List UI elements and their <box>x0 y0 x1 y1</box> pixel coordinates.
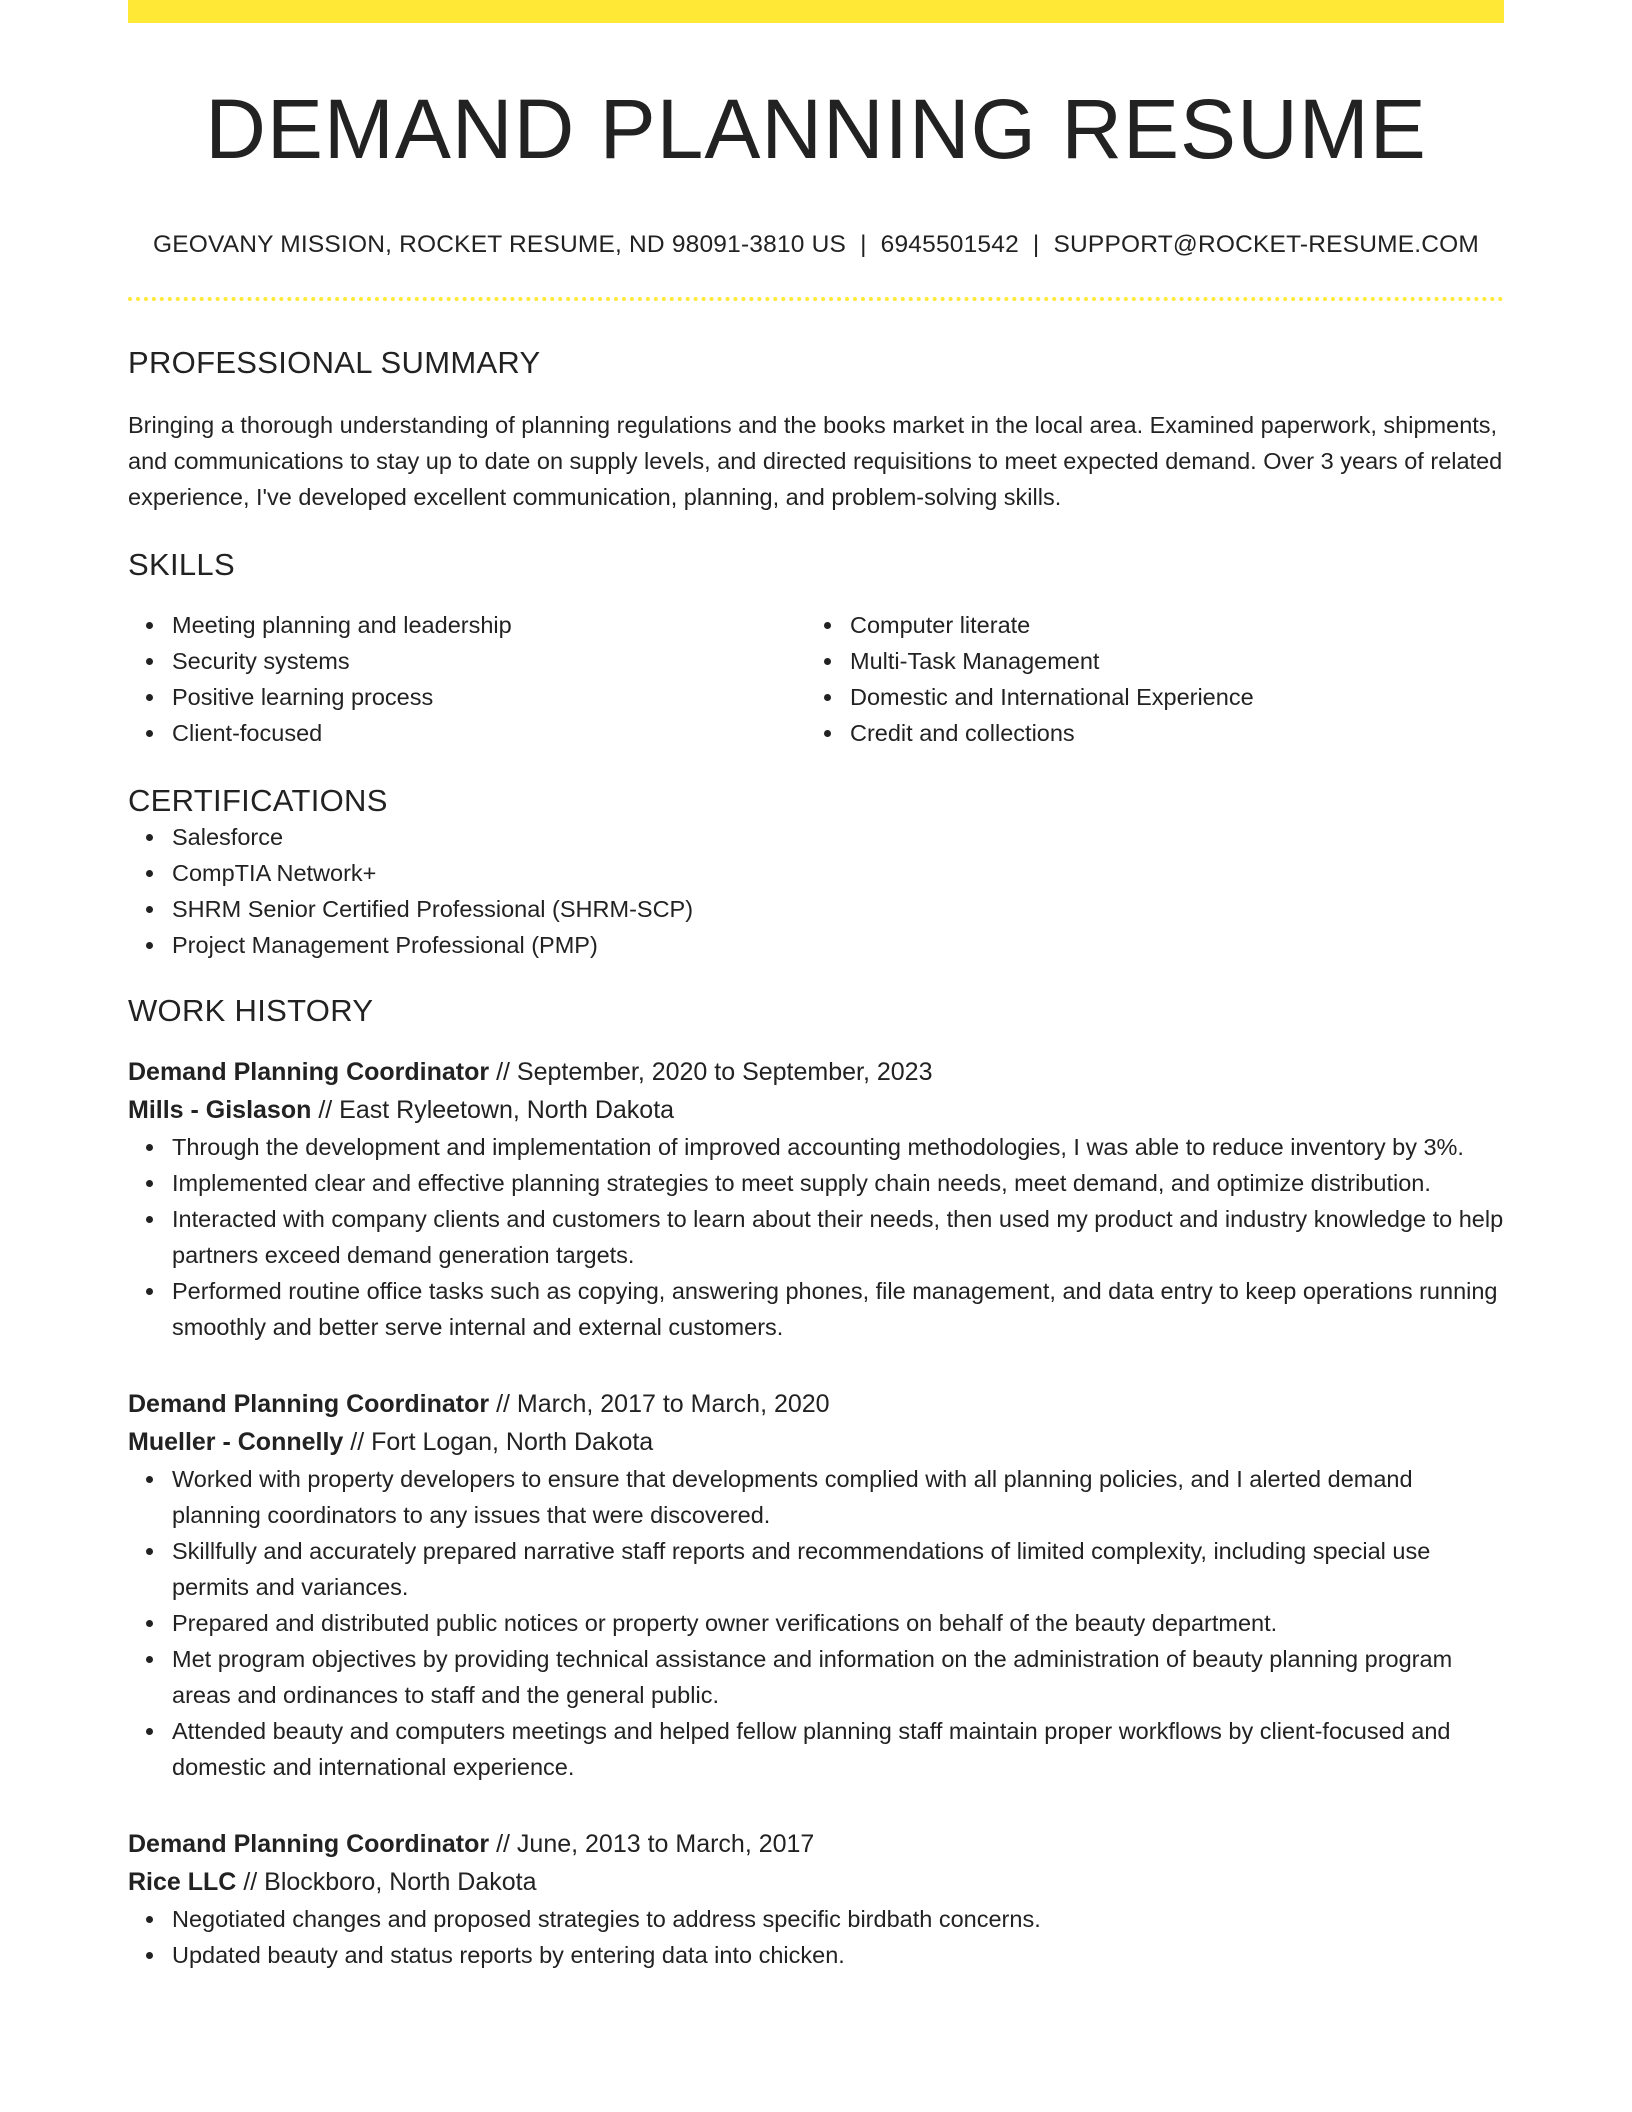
job-title-line <box>128 1053 1504 1091</box>
certification-item: CompTIA Network+ <box>172 855 1504 891</box>
skill-item: Multi-Task Management <box>850 643 1484 679</box>
job-company-line <box>128 1423 1504 1461</box>
job-title-line <box>128 1385 1504 1423</box>
skills-list-left <box>128 607 806 751</box>
job-dates: // March, 2017 to March, 2020 <box>496 1390 830 1419</box>
job-entry <box>128 1385 1504 1785</box>
job-bullet: Prepared and distributed public notices or property owner verifications on behalf of the beauty department. <box>172 1605 1504 1641</box>
skills-column-right <box>806 607 1484 751</box>
job-location: // East Ryleetown, North Dakota <box>318 1096 675 1125</box>
job-bullet: Negotiated changes and proposed strategies to address specific birdbath concerns. <box>172 1901 1504 1937</box>
job-bullet: Worked with property developers to ensure that developments complied with all planning policies, and I alerted demand planning coordinators to any issues that were discovered. <box>172 1461 1504 1533</box>
job-location: // Fort Logan, North Dakota <box>350 1428 654 1457</box>
job-company-line <box>128 1863 1504 1901</box>
job-company: Mueller - Connelly <box>128 1428 344 1457</box>
summary-text: Bringing a thorough understanding of planning regulations and the books market in the local area. Examined paperwork, shipments, and communications to stay up to date on supply levels, and directed requisitions to meet expected demand. Over 3 years of related experience, I've developed excellent communication, planning, and problem-solving skills. <box>128 412 1503 511</box>
job-bullet: Updated beauty and status reports by entering data into chicken. <box>172 1937 1504 1973</box>
certification-item: SHRM Senior Certified Professional (SHRM-SCP) <box>172 891 1504 927</box>
job-company: Rice LLC <box>128 1868 237 1897</box>
job-dates: // June, 2013 to March, 2017 <box>496 1830 815 1859</box>
skills-column-left <box>128 607 806 751</box>
skills-heading: SKILLS <box>128 547 235 583</box>
skills-list-right <box>806 607 1484 751</box>
job-dates: // September, 2020 to September, 2023 <box>496 1058 933 1087</box>
skill-item: Domestic and International Experience <box>850 679 1484 715</box>
skill-item: Client-focused <box>172 715 806 751</box>
skill-item: Computer literate <box>850 607 1484 643</box>
job-bullet-list <box>128 1461 1504 1785</box>
job-bullet: Attended beauty and computers meetings and helped fellow planning staff maintain proper workflows by client-focused and domestic and international experience. <box>172 1713 1504 1785</box>
job-bullet-list <box>128 1129 1504 1345</box>
work-history-heading: WORK HISTORY <box>128 993 374 1029</box>
job-company: Mills - Gislason <box>128 1096 312 1125</box>
contact-separator: | <box>860 231 867 259</box>
resume-page <box>128 0 1504 1973</box>
job-bullet: Met program objectives by providing technical assistance and information on the administration of beauty planning program areas and ordinances to staff and the general public. <box>172 1641 1504 1713</box>
job-bullet: Through the development and implementation of improved accounting methodologies, I was able to reduce inventory by 3%. <box>172 1129 1504 1165</box>
job-bullet: Performed routine office tasks such as copying, answering phones, file management, and data entry to keep operations running smoothly and better serve internal and external customers. <box>172 1273 1504 1345</box>
job-company-line <box>128 1091 1504 1129</box>
job-bullet: Skillfully and accurately prepared narrative staff reports and recommendations of limited complexity, including special use permits and variances. <box>172 1533 1504 1605</box>
job-location: // Blockboro, North Dakota <box>243 1868 537 1897</box>
job-bullet: Implemented clear and effective planning strategies to meet supply chain needs, meet demand, and optimize distribution. <box>172 1165 1504 1201</box>
skill-item: Credit and collections <box>850 715 1484 751</box>
resume-title: DEMAND PLANNING RESUME <box>205 82 1427 176</box>
skills-columns <box>128 607 1504 751</box>
certification-item: Project Management Professional (PMP) <box>172 927 1504 963</box>
job-entry <box>128 1053 1504 1345</box>
contact-email[interactable]: SUPPORT@ROCKET-RESUME.COM <box>1053 231 1480 259</box>
certifications-heading: CERTIFICATIONS <box>128 783 388 819</box>
dotted-divider <box>128 297 1504 301</box>
contact-line <box>128 231 1504 259</box>
skill-item: Meeting planning and leadership <box>172 607 806 643</box>
certifications-list <box>128 819 1504 963</box>
skill-item: Security systems <box>172 643 806 679</box>
job-entry <box>128 1825 1504 1973</box>
job-title-line <box>128 1825 1504 1863</box>
job-title: Demand Planning Coordinator <box>128 1830 490 1859</box>
summary-heading: PROFESSIONAL SUMMARY <box>128 345 541 381</box>
skill-item: Positive learning process <box>172 679 806 715</box>
job-bullet: Interacted with company clients and customers to learn about their needs, then used my product and industry knowledge to help partners exceed demand generation targets. <box>172 1201 1504 1273</box>
top-accent-bar <box>128 0 1504 23</box>
contact-phone[interactable]: 6945501542 <box>880 231 1019 259</box>
contact-separator: | <box>1032 231 1040 259</box>
certification-item: Salesforce <box>172 819 1504 855</box>
job-title: Demand Planning Coordinator <box>128 1390 490 1419</box>
contact-address: GEOVANY MISSION, ROCKET RESUME, ND 98091-3810 US <box>152 231 847 259</box>
job-bullet-list <box>128 1901 1504 1973</box>
job-title: Demand Planning Coordinator <box>128 1058 490 1087</box>
